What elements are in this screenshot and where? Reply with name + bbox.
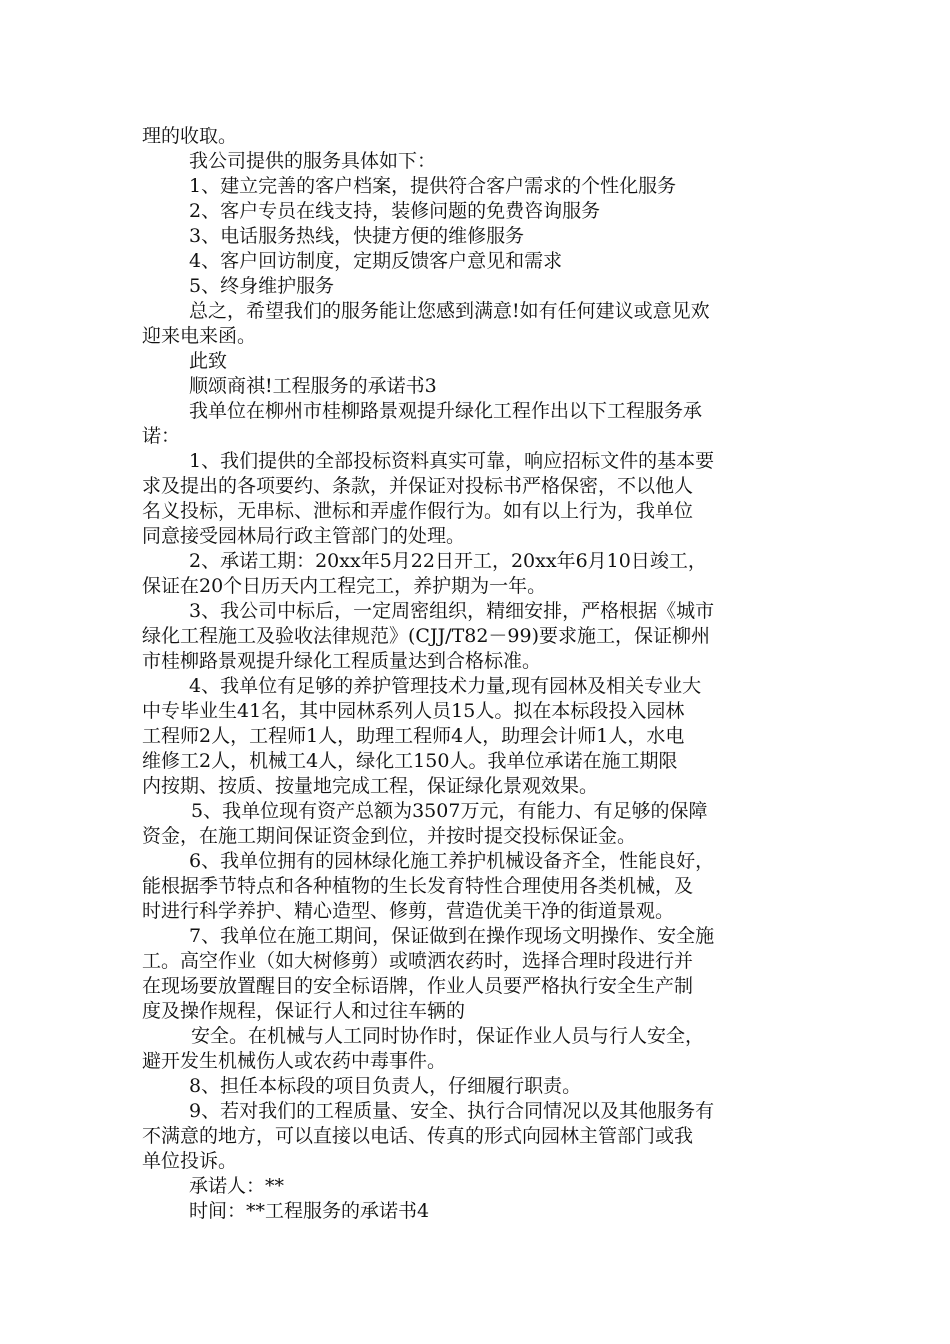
text-line: 诺： xyxy=(142,425,181,447)
text-line: 维修工2人，机械工4人，绿化工150人。我单位承诺在施工期限 xyxy=(142,750,678,772)
text-line: 9、若对我们的工程质量、安全、执行合同情况以及其他服务有 xyxy=(189,1100,715,1122)
text-line: 中专毕业生41名，其中园林系列人员15人。拟在本标段投入园林 xyxy=(142,700,685,722)
text-line: 8、担任本标段的项目负责人，仔细履行职责。 xyxy=(189,1075,582,1097)
text-line: 顺颂商祺!工程服务的承诺书3 xyxy=(189,375,437,397)
text-line: 绿化工程施工及验收法律规范》(CJJ/T82－99)要求施工，保证柳州 xyxy=(142,625,711,647)
text-line: 单位投诉。 xyxy=(142,1150,238,1172)
text-line: 1、我们提供的全部投标资料真实可靠，响应招标文件的基本要 xyxy=(189,450,715,472)
text-line: 工程师2人，工程师1人，助理工程师4人，助理会计师1人，水电 xyxy=(142,725,685,747)
text-line: 迎来电来函。 xyxy=(142,325,257,347)
text-line: 2、承诺工期：20xx年5月22日开工，20xx年6月10日竣工， xyxy=(189,550,707,572)
text-line: 6、我单位拥有的园林绿化施工养护机械设备齐全，性能良好， xyxy=(189,850,715,872)
text-line: 在现场要放置醒目的安全标语牌，作业人员要严格执行安全生产制 xyxy=(142,975,694,997)
text-line: 求及提出的各项要约、条款，并保证对投标书严格保密，不以他人 xyxy=(142,475,694,497)
text-line: 我公司提供的服务具体如下： xyxy=(189,150,437,172)
text-line: 5、我单位现有资产总额为3507万元，有能力、有足够的保障 xyxy=(191,800,708,822)
text-line: 4、我单位有足够的养护管理技术力量,现有园林及相关专业大 xyxy=(189,675,702,697)
text-line: 能根据季节特点和各种植物的生长发育特性合理使用各类机械，及 xyxy=(142,875,694,897)
text-line: 保证在20个日历天内工程完工，养护期为一年。 xyxy=(142,575,547,597)
text-line: 同意接受园林局行政主管部门的处理。 xyxy=(142,525,466,547)
text-line: 此致 xyxy=(189,350,228,372)
text-line: 内按期、按质、按量地完成工程，保证绿化景观效果。 xyxy=(142,775,599,797)
text-line: 时进行科学养护、精心造型、修剪，营造优美干净的街道景观。 xyxy=(142,900,675,922)
text-line: 名义投标，无串标、泄标和弄虚作假行为。如有以上行为，我单位 xyxy=(142,500,694,522)
text-line: 安全。在机械与人工同时协作时，保证作业人员与行人安全， xyxy=(191,1025,705,1047)
text-line: 市桂柳路景观提升绿化工程质量达到合格标准。 xyxy=(142,650,542,672)
text-line: 避开发生机械伤人或农药中毒事件。 xyxy=(142,1050,447,1072)
text-line: 4、客户回访制度，定期反馈客户意见和需求 xyxy=(189,250,563,272)
text-line: 5、终身维护服务 xyxy=(189,275,335,297)
text-line: 2、客户专员在线支持，装修问题的免费咨询服务 xyxy=(189,200,601,222)
text-line: 总之，希望我们的服务能让您感到满意!如有任何建议或意见欢 xyxy=(189,300,710,322)
text-line: 7、我单位在施工期间，保证做到在操作现场文明操作、安全施 xyxy=(189,925,715,947)
text-line: 时间：**工程服务的承诺书4 xyxy=(189,1200,430,1222)
text-line: 不满意的地方，可以直接以电话、传真的形式向园林主管部门或我 xyxy=(142,1125,694,1147)
text-line: 度及操作规程，保证行人和过往车辆的 xyxy=(142,1000,466,1022)
text-line: 工。高空作业（如大树修剪）或喷洒农药时，选择合理时段进行并 xyxy=(142,950,694,972)
text-line: 1、建立完善的客户档案，提供符合客户需求的个性化服务 xyxy=(189,175,677,197)
text-line: 3、电话服务热线，快捷方便的维修服务 xyxy=(189,225,525,247)
text-line: 我单位在柳州市桂柳路景观提升绿化工程作出以下工程服务承 xyxy=(189,400,703,422)
text-line: 资金，在施工期间保证资金到位，并按时提交投标保证金。 xyxy=(142,825,637,847)
text-line: 3、我公司中标后，一定周密组织，精细安排，严格根据《城市 xyxy=(189,600,715,622)
text-line: 承诺人：** xyxy=(189,1175,285,1197)
text-line: 理的收取。 xyxy=(142,125,238,147)
